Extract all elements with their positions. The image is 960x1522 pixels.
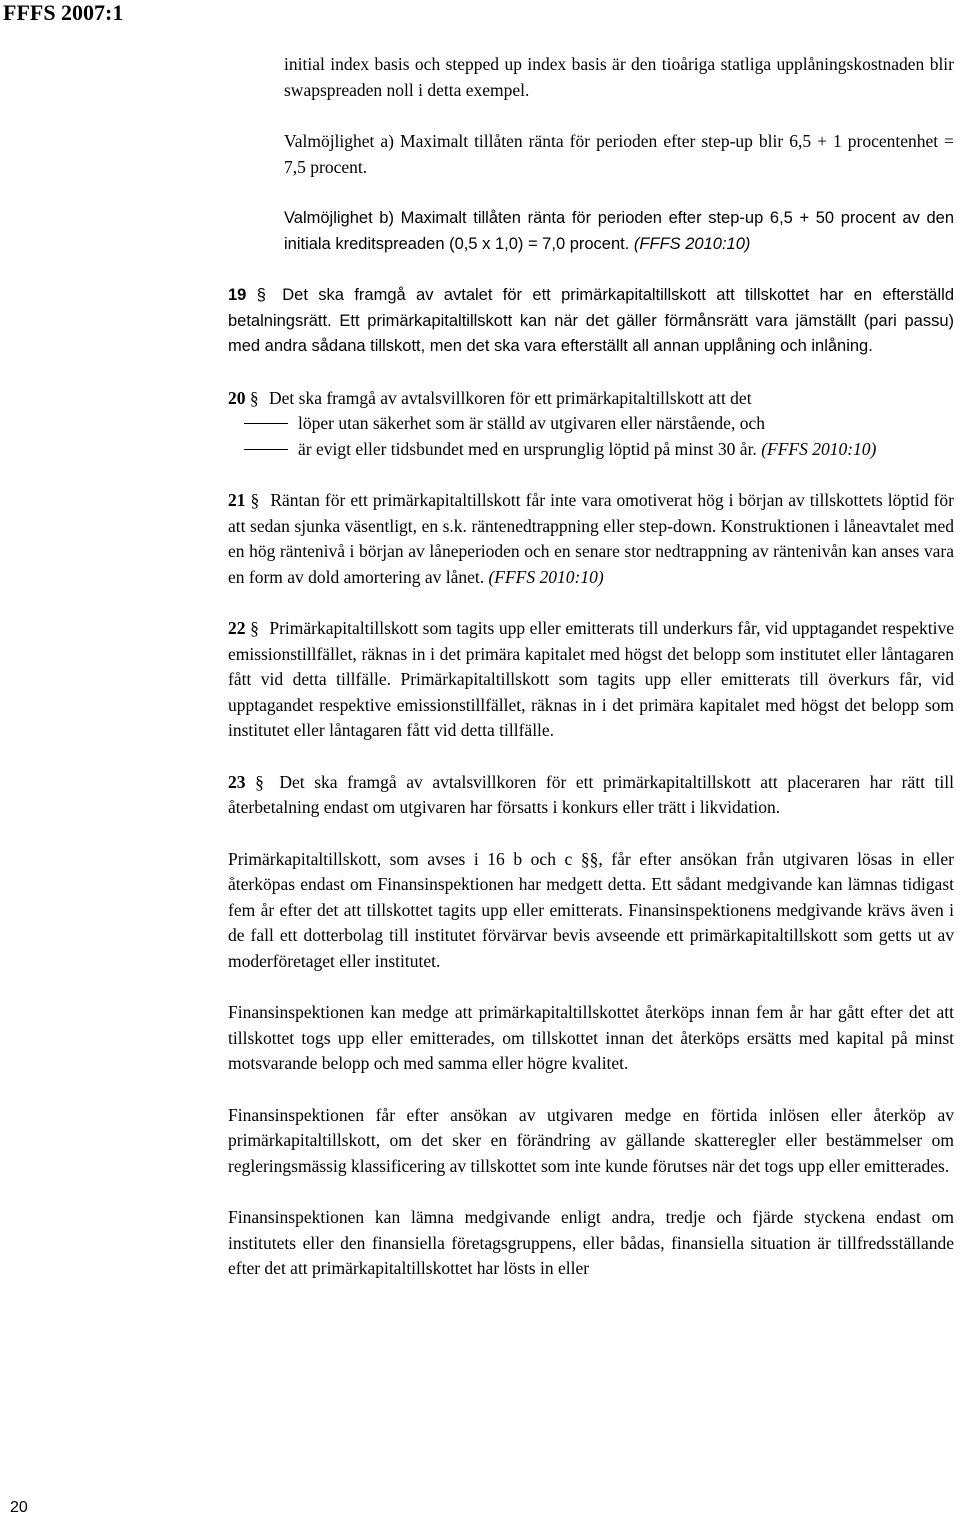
section-23	[228, 770, 954, 821]
section-number: 23	[228, 771, 246, 792]
section-number: 20	[228, 387, 246, 408]
page-number: 20	[10, 1499, 28, 1516]
dash-list-item	[228, 437, 954, 463]
dash-list-item-text: är evigt eller tidsbundet med en ursprunglig löptid på minst 30 år.	[298, 438, 757, 459]
section-21-text: Räntan för ett primärkapitaltillskott får inte vara omotiverat hög i början av tillskottets löptid för att sedan sjunka väsentligt, en s.k. räntenedtrappning eller step-down. Konstruktionen i låneavtalet med en hög räntenivå i början av låneperioden och en senare stor nedtrappning av räntenivån kan anses vara en form av dold amortering av lånet.	[228, 490, 954, 587]
section-20	[228, 386, 954, 463]
section-20-text: Det ska framgå av avtalsvillkoren för ett primärkapitaltillskott att det	[269, 387, 752, 408]
paragraph-tax-change: Finansinspektionen får efter ansökan av utgivaren medge en förtida inlösen eller återköp av primärkapitaltillskott, om det sker en förändring av gällande skatteregler eller bestämmelser om regleringsmässig klassificering av tillskottet som inte kunde förutses när det togs upp eller emitterades.	[228, 1104, 954, 1176]
document-body	[228, 52, 954, 1282]
intro-paragraph-3-text: Valmöjlighet b) Maximalt tillåten ränta för perioden efter step-up 6,5 + 50 procent av den initiala kreditspreaden (0,5 x 1,0) = 7,0 procent.	[284, 209, 954, 253]
section-21	[228, 488, 954, 590]
section-20-lead	[228, 386, 954, 412]
intro-paragraph-2: Valmöjlighet a) Maximalt tillåten ränta för perioden efter step-up blir 6,5 + 1 procentenhet = 7,5 procent.	[284, 131, 954, 177]
section-number: 22	[228, 618, 246, 638]
paragraph-early-repurchase: Finansinspektionen kan medge att primärkapitaltillskottet återköps innan fem år har gått efter det att tillskottet togs upp eller emitterades, om tillskottet innan det återköps ersätts med kapital på minst motsvarande belopp och med samma eller högre kvalitet.	[228, 1002, 954, 1073]
dash-list-item: löper utan säkerhet som är ställd av utgivaren eller närstående, och	[228, 411, 954, 437]
section-22	[228, 616, 954, 744]
section-19-text: Det ska framgå av avtalet för ett primärkapitaltillskott att tillskottet har en efterställd betalningsrätt. Ett primärkapitaltillskott kan när det gäller förmånsrätt vara jämställt (pari passu) med andra sådana tillskott, men det ska vara efterställt all annan upplåning och inlåning.	[228, 286, 954, 355]
section-mark: §	[255, 771, 264, 792]
intro-paragraph-1: initial index basis och stepped up index basis är den tioåriga statliga upplåningskostnaden blir swapspreaden noll i detta exempel.	[284, 54, 954, 100]
fffs-reference: (FFFS 2010:10)	[761, 438, 877, 459]
paragraph-consent-conditions: Finansinspektionen kan lämna medgivande enligt andra, tredje och fjärde styckena endast om institutets eller den finansiella företagsgruppens, eller bådas, finansiella situation är tillfredsställande efter det att primärkapitaltillskottet har lösts in eller	[228, 1207, 954, 1278]
section-23-text: Det ska framgå av avtalsvillkoren för ett primärkapitaltillskott att placeraren har rätt till återbetalning endast om utgivaren har försatts i konkurs eller trätt i likvidation.	[228, 771, 955, 817]
fffs-reference: (FFFS 2010:10)	[488, 566, 604, 587]
fffs-reference: (FFFS 2010:10)	[633, 234, 751, 253]
section-mark: §	[256, 286, 266, 304]
section-mark: §	[249, 387, 259, 408]
paragraph-redemption: Primärkapitaltillskott, som avses i 16 b och c §§, får efter ansökan från utgivaren lösas in eller återköpas endast om Finansinspektionen har medgett detta. Ett sådant medgivande kan lämnas tidigast fem år efter det att tillskottet tagits upp eller emitterats. Finansinspektionens medgivande krävs även i de fall ett dotterbolag till institutet förvärvar bevis avseende ett primärkapitaltillskott som getts ut av moderföretaget eller institutet.	[228, 848, 954, 971]
section-number: 21	[228, 490, 246, 510]
section-mark: §	[250, 618, 259, 638]
section-number: 19	[228, 286, 247, 304]
section-mark: §	[250, 490, 260, 510]
intro-paragraph-3	[228, 206, 954, 257]
document-header: FFFS 2007:1	[3, 0, 124, 25]
section-22-text: Primärkapitaltillskott som tagits upp eller emitterats till underkurs får, vid upptagandet respektive emissionstillfället, räknas in i det primära kapitalet med högst det belopp som institutet eller låntagaren fått vid detta tillfälle. Primärkapitaltillskott som tagits upp eller emitterats till överkurs får, vid upptagandet respektive emissionstillfället, räknas in i det primära kapitalet med högst det belopp som institutet eller låntagaren fått vid detta tillfälle.	[228, 618, 954, 740]
section-19	[228, 283, 954, 360]
